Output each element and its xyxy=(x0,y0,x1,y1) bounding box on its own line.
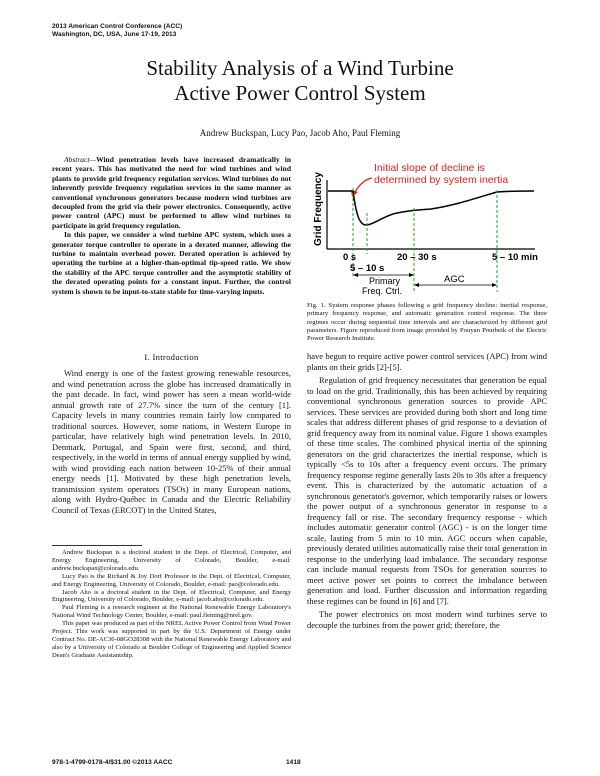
footer-isbn: 978-1-4799-0178-4/$31.00 ©2013 AACC xyxy=(52,759,173,766)
frequency-curve xyxy=(328,191,534,225)
abstract-p1: Abstract—Wind penetration levels have increased dramatically in recent years. This has motivated the need for wind turbines and wind plants to provide grid frequency regulation services. Wind turbines do not inherently provide frequency regulation services in the same manner as conventional synchronous generators because modern wind turbines are decoupled from the grid via their power electronics. Consequently, active power control (APC) must be performed to allow wind turbines to participate in grid frequency regulation. xyxy=(52,155,291,230)
agc-arrowhead-right xyxy=(492,283,497,287)
tick-label-0s: 0 s xyxy=(343,252,357,263)
footnote-1: Andrew Buckspan is a doctoral student in the Dept. of Electrical, Computer, and Energy Engineering, University of Colorado, Boulder, e-mail: andrew.buckspan@colorado.edu. xyxy=(52,549,291,572)
footnote-4: Paul Fleming is a research engineer at the National Renewable Energy Laboratory's National Wind Technology Center, Boulder, e-mail: paul.fleming@nrel.gov. xyxy=(52,604,291,620)
abstract-label: Abstract xyxy=(64,155,90,164)
annotation-arrow xyxy=(355,178,372,192)
conference-header xyxy=(52,23,182,40)
paper-title xyxy=(0,56,600,106)
agc-arrowhead-left xyxy=(414,283,419,287)
primary-label-line-1: Primary xyxy=(369,276,400,286)
figure-1-caption: Fig. 1. System response phases following a grid frequency decline: inertial response, primary frequency response, and automatic generation control response. The three regimes occur during sequential time intervals and are characterized by different grid parameters. Figure reproduced from image provided by Pouyan Pourbeik of the Electric Power Research Institute. xyxy=(307,302,547,343)
authors: Andrew Buckspan, Lucy Pao, Jacob Aho, Paul Fleming xyxy=(199,128,401,138)
agc-label: AGC xyxy=(444,274,465,285)
right-p1: Regulation of grid frequency necessitates that generation be equal to load on the grid. Traditionally, this has been achieved by requiring conventional synchronous generation sources to provide APC services. These services are provided during both short and long time scales that address different phases of grid response to a deviation of grid frequency away from its nominal value. Figure 1 shows examples of these time scales. The combined physical inertia of the spinning generators on the grid characterizes the inertial response, which is typically <5s to 10s after a frequency event occurs. The primary frequency response regime generally lasts 20s to 30s after a frequency event. This is characterized by the automatic actuation of a synchronous generator's governor, which temporarily raises or lowers the power output of a synchronous generator in response to a frequency fall or rise. The secondary frequency response - which includes automatic generator control (AGC) - is on the longer time scale, lasting from 5 min to 10 min. AGC occurs when capable, previously derated utilities automatically raise their total generation in response to the underlying load imbalance. The secondary response can include manual requests from TSOs for generation sources to meet active power set points to correct the imbalance between generation and load. Further discussion and information regarding these regimes can be found in [6] and [7]. xyxy=(307,375,547,606)
figure-1 xyxy=(307,158,547,298)
abstract-p2: In this paper, we consider a wind turbine APC system, which uses a generator torque controller to operate in a derated manner, allowing the turbine to maintain overhead power. Derated operation is achieved by operating the turbine at a higher-than-optimal tip-speed ratio. We show the stability of the APC torque controller and the asymptotic stability of the derated operating points for a constant input. Further, the control system is shown to be input-to-state stable for time-varying inputs. xyxy=(52,230,291,296)
tick-label-20-30s: 20 – 30 s xyxy=(397,252,437,263)
introduction-p1: Wind energy is one of the fastest growing renewable resources, and wind penetration across the globe has increased dramatically in the past decade. In fact, wind power has seen a mean world-wide annual growth rate of 27.7% since the turn of the century [1]. Capacity levels in many countries remain fairly low compared to traditional sources. However, some nations, in Western Europe in particular, have relatively high wind penetration levels. In 2010, Denmark, Portugal, and Spain were first, second, and third, respectively, in the world in terms of annual energy supplied by wind, with wind providing each nation between 10-25% of their annual energy needs [1]. Motivated by these high penetration levels, transmission system operators (TSOs) in many European nations, along with Hydro-Québec in Canada and the Electric Reliability Council of Texas (ERCOT) in the United States, xyxy=(52,368,291,515)
footnotes xyxy=(52,549,291,660)
right-p0: have begun to require active power control services (APC) from wind plants on their grids [2]-[5]. xyxy=(307,351,547,372)
abstract xyxy=(52,155,291,296)
abstract-p1-text: Wind penetration levels have increased dramatically in recent years. This has motivated the need for wind turbines and wind plants to provide grid frequency regulation services. Wind turbines do not inherently provide frequency regulation services in the same manner as conventional synchronous generators because modern wind turbines are decoupled from the grid via their power electronics. Consequently, active power control (APC) must be performed to allow wind turbines to participate in grid frequency regulation. xyxy=(52,155,291,230)
primary-label-line-2: Freq. Ctrl. xyxy=(362,286,403,296)
footnote-2: Lucy Pao is the Richard & Joy Dorf Professor in the Dept. of Electrical, Computer, and Energy Engineering, University of Colorado, Boulder, e-mail: pao@colorado.edu. xyxy=(52,572,291,588)
footnote-5: This paper was produced as part of the NREL Active Power Control from Wind Power Project. This work was supported in part by the U.S. Department of Energy under Contract No. DE-AC36-08GO28308 with the National Renewable Energy Laboratory and also by a University of Colorado at Boulder College of Engineering and Applied Science Dean's Graduate Assistantship. xyxy=(52,620,291,659)
tick-label-5-10min: 5 – 10 min xyxy=(492,252,538,263)
figure-annotation-line-1: Initial slope of decline is xyxy=(374,162,485,174)
conference-name: 2013 American Control Conference (ACC) xyxy=(52,23,183,30)
title-line-2: Active Power Control System xyxy=(174,81,426,105)
figure-y-label: Grid Frequency xyxy=(313,172,324,246)
introduction-body xyxy=(52,368,291,515)
figure-annotation-line-2: determined by system inertia xyxy=(374,174,509,186)
tick-label-5-10s: 5 – 10 s xyxy=(350,263,385,274)
right-p2: The power electronics on most modern wind turbines serve to decouple the turbines from the power grid; therefore, the xyxy=(307,609,547,630)
primary-arrowhead-right xyxy=(409,273,414,277)
right-column-body xyxy=(307,351,547,630)
conference-location: Washington, DC, USA, June 17-19, 2013 xyxy=(52,31,177,39)
footnote-rule xyxy=(52,545,142,546)
footer-page-number: 1418 xyxy=(286,759,301,766)
title-line-1: Stability Analysis of a Wind Turbine xyxy=(146,56,454,80)
footnote-3: Jacob Aho is a doctoral student in the Dept. of Electrical, Computer, and Energy Engineering, University of Colorado, Boulder, e-mail: jacob.aho@colorado.edu. xyxy=(52,588,291,604)
section-heading-introduction: I. Introduction xyxy=(144,352,199,362)
